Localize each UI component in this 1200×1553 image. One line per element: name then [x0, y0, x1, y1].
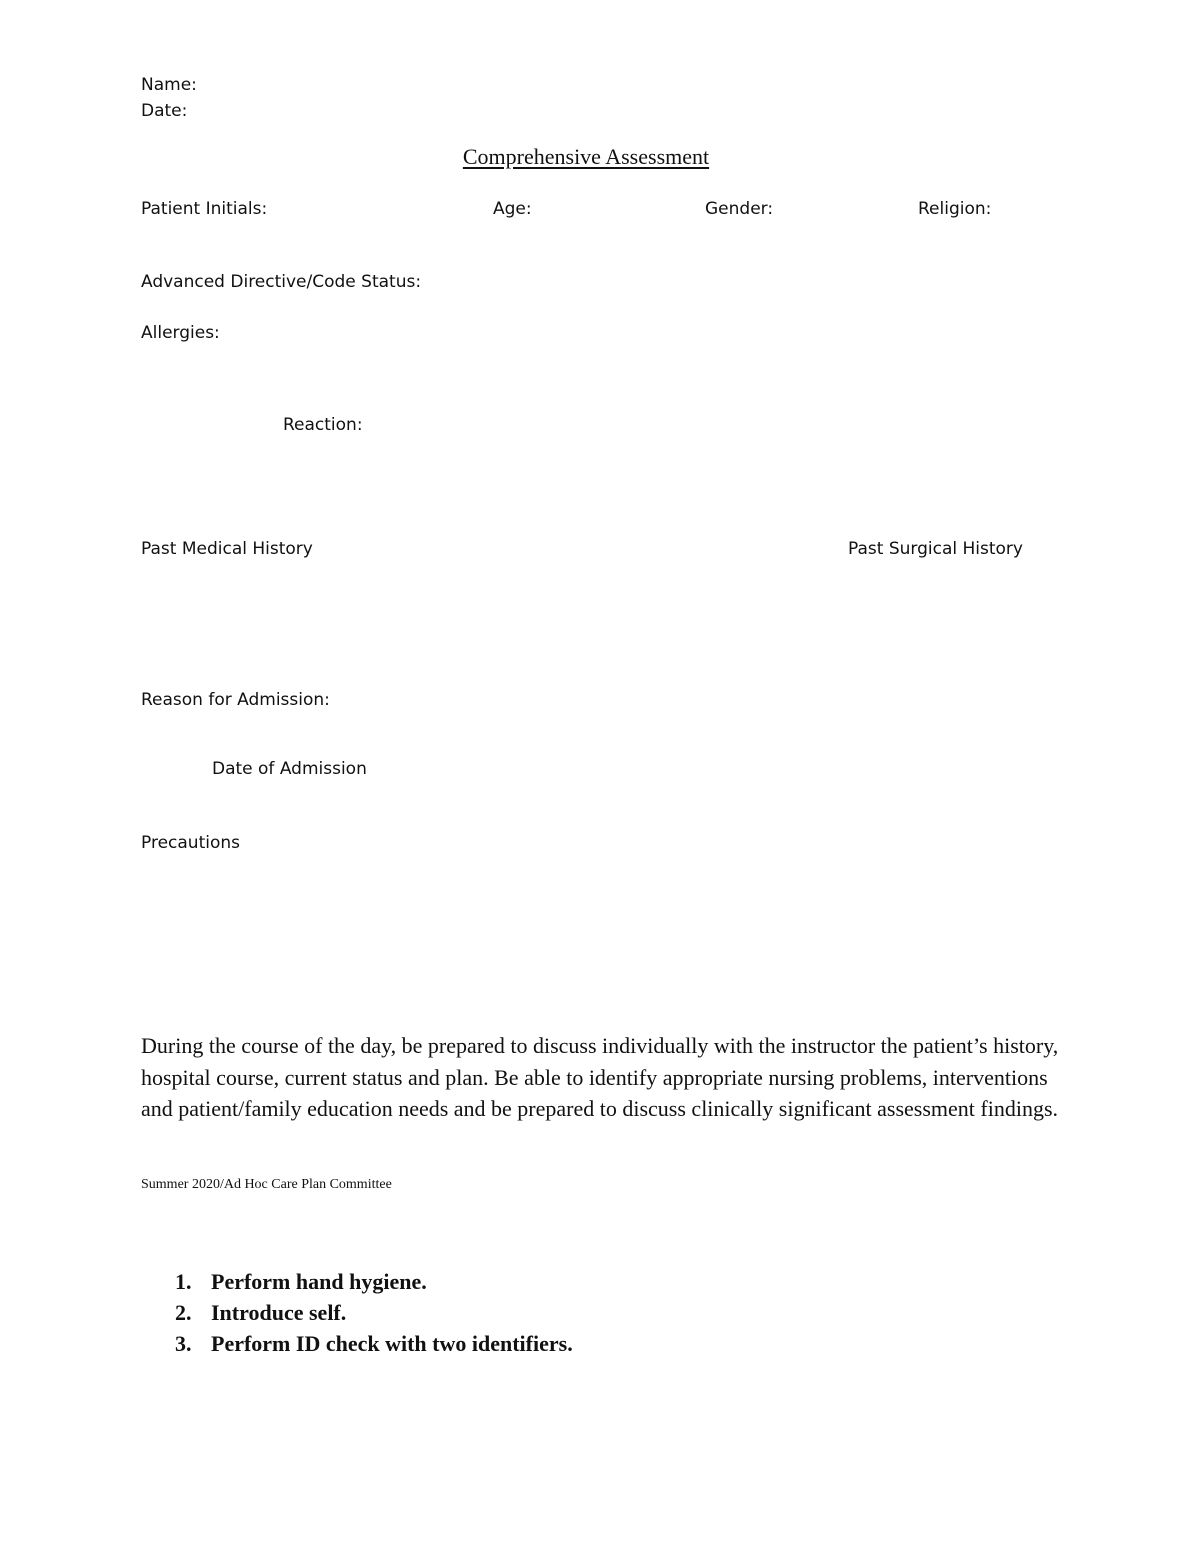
steps-list — [141, 1266, 573, 1359]
list-item-text: Perform hand hygiene. — [211, 1269, 427, 1294]
past-medical-history-label: Past Medical History — [141, 539, 313, 559]
date-of-admission-label: Date of Admission — [212, 759, 367, 779]
list-item — [141, 1266, 573, 1297]
religion-label: Religion: — [918, 199, 992, 219]
list-item — [141, 1297, 573, 1328]
reaction-label: Reaction: — [283, 415, 363, 435]
name-label: Name: — [141, 75, 197, 95]
list-item-text: Perform ID check with two identifiers. — [211, 1331, 573, 1356]
page-title — [0, 144, 1172, 170]
advanced-directive-label: Advanced Directive/Code Status: — [141, 272, 422, 292]
gender-label: Gender: — [705, 199, 774, 219]
instructions-paragraph: During the course of the day, be prepared to discuss individually with the instructor the patient’s history, hospital course, current status and plan. Be able to identify appropriate nursing problems, interventions and patient/family education needs and be prepared to discuss clinically significant assessment findings. — [141, 1033, 1059, 1121]
list-item-number: 1. — [175, 1269, 192, 1294]
age-label: Age: — [493, 199, 532, 219]
patient-initials-label: Patient Initials: — [141, 199, 268, 219]
list-item-text: Introduce self. — [211, 1300, 347, 1325]
past-surgical-history-label: Past Surgical History — [848, 539, 1023, 559]
reason-for-admission-label: Reason for Admission: — [141, 690, 330, 710]
list-item-number: 3. — [175, 1331, 192, 1356]
footer-note: Summer 2020/Ad Hoc Care Plan Committee — [141, 1177, 392, 1192]
list-item — [141, 1328, 573, 1359]
list-item-number: 2. — [175, 1300, 192, 1325]
date-label: Date: — [141, 101, 188, 121]
precautions-label: Precautions — [141, 833, 240, 853]
allergies-label: Allergies: — [141, 323, 220, 343]
page-title-text: Comprehensive Assessment — [462, 144, 710, 169]
